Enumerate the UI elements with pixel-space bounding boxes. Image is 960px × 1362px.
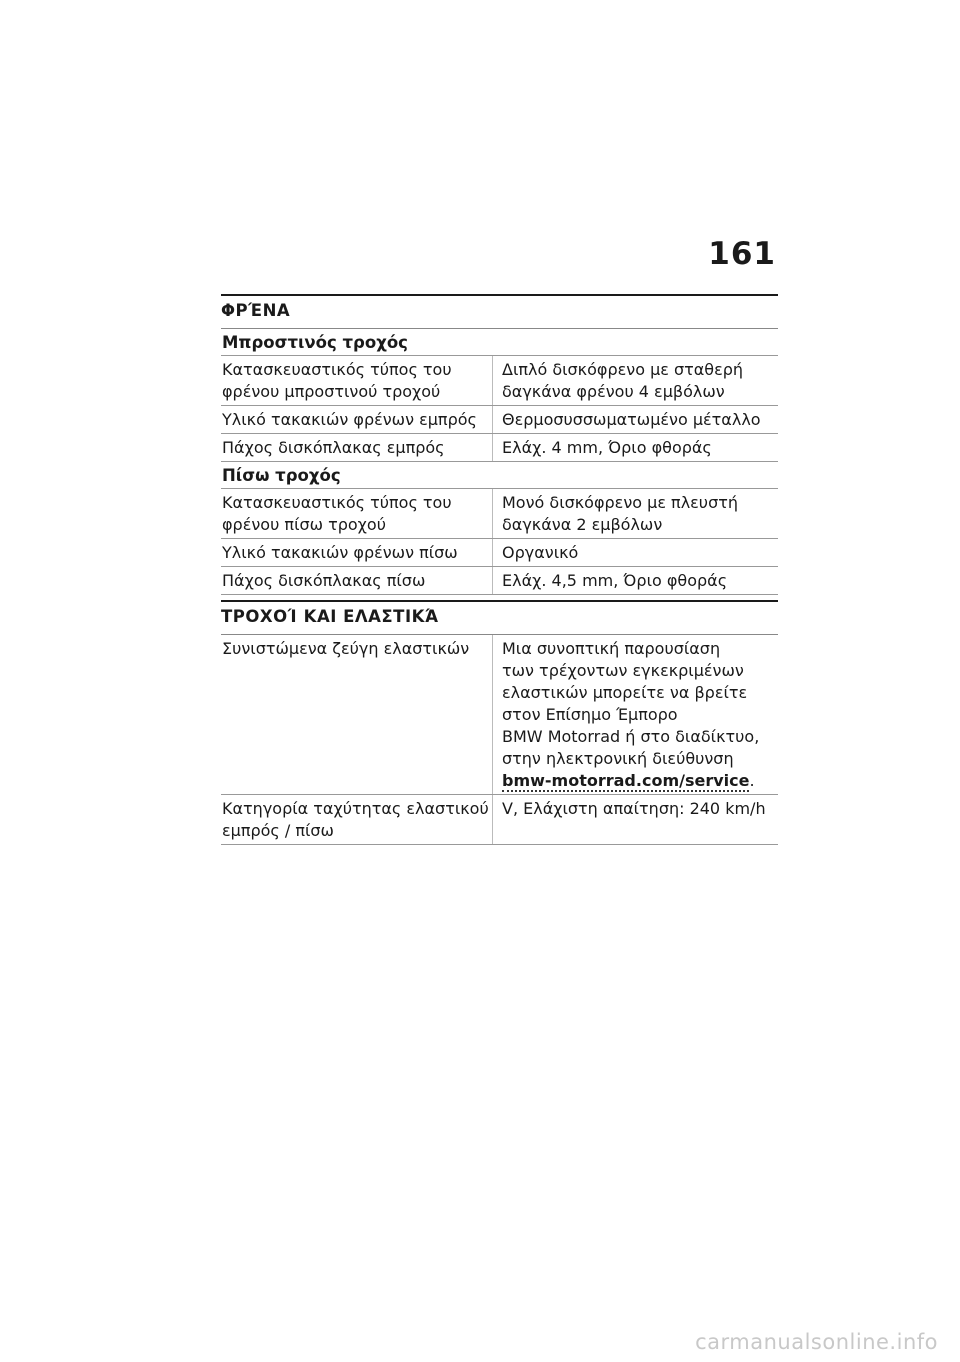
wheels-section [221,600,778,845]
wheels-table [221,634,778,845]
row-label: Υλικό τακακιών φρένων εμπρός [221,406,493,433]
row-value: Μονό δισκόφρενο με πλευστή δαγκάνα 2 εμβόλων [502,493,738,534]
front-wheel-heading: Μπροστινός τροχός [221,329,778,356]
row-value: V, Ελάχιστη απαίτηση: 240 km/h [502,799,766,818]
table-row [221,489,778,539]
table-row [221,356,778,406]
row-label: Συνιστώμενα ζεύγη ελαστικών [221,635,493,794]
table-row [221,795,778,845]
row-label: Υλικό τακακιών φρένων πίσω [221,539,493,566]
brakes-title: ΦΡΈΝΑ [221,294,778,328]
rear-wheel-heading: Πίσω τροχός [221,462,778,489]
link-suffix: . [749,771,755,790]
table-row [221,434,778,462]
row-label: Πάχος δισκόπλακας εμπρός [221,434,493,461]
table-row [221,539,778,567]
brakes-table [221,328,778,595]
table-row [221,406,778,434]
row-value: Ελάχ. 4,5 mm, Όριο φθοράς [502,571,728,590]
brakes-section [221,294,778,595]
table-row [221,635,778,795]
row-value: Διπλό δισκόφρενο με σταθερή δαγκάνα φρένου 4 εμβόλων [502,360,744,401]
page-number: 161 [708,236,776,272]
row-label: Κατασκευαστικός τύπος του φρένου μπροστινού τροχού [221,356,493,405]
table-row [221,567,778,595]
wheels-title: ΤΡΟΧΟΊ ΚΑΙ ΕΛΑΣΤΙΚΆ [221,600,778,634]
row-label: Πάχος δισκόπλακας πίσω [221,567,493,594]
row-label: Κατασκευαστικός τύπος του φρένου πίσω τροχού [221,489,493,538]
row-value: Οργανικό [502,543,579,562]
row-value: Ελάχ. 4 mm, Όριο φθοράς [502,438,712,457]
watermark: carmanualsonline.info [695,1330,938,1354]
row-value: Θερμοσυσσωματωμένο μέταλλο [502,410,761,429]
row-value: Μια συνοπτική παρουσίαση των τρέχοντων εγκεκριμένων ελαστικών μπορείτε να βρείτε στον Επίσημο Έμπορο BMW Motorrad ή στο διαδίκτυο, στην ηλεκτρονική διεύθυνση bmw-motorrad.com/service. [502,639,760,790]
row-label: Κατηγορία ταχύτητας ελαστικού εμπρός / πίσω [221,795,493,844]
service-link[interactable]: bmw-motorrad.com/service [502,771,750,790]
